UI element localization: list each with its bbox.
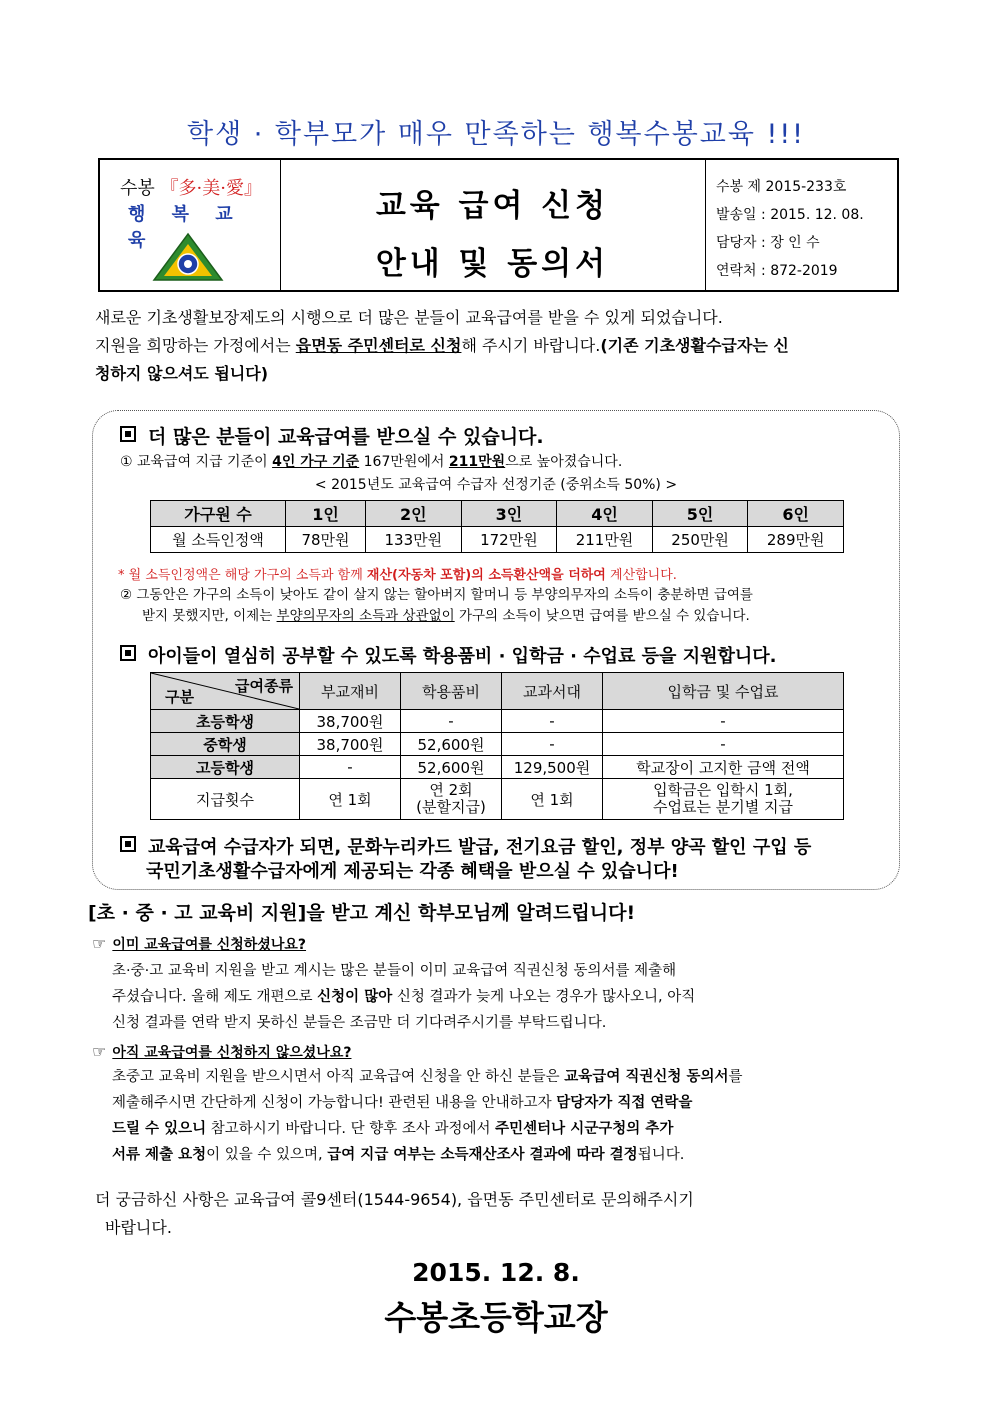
section3-benefits: 교육급여 수급자가 되면, 문화누리카드 발급, 전기요금 할인, 정부 양곡 할인 구입 등 국민기초생활수급자에게 제공되는 각종 혜택을 받으실 수 있습니다! — [120, 836, 900, 884]
signature-date: 2015. 12. 8. — [412, 1258, 580, 1287]
section1-point1: ① 교육급여 지급 기준이 4인 가구 기준 167만원에서 211만원으로 높아졌습니다. — [120, 454, 623, 470]
table-cell: 부교재비 — [300, 673, 401, 710]
table-cell: 52,600원 — [401, 733, 502, 756]
income-criteria-table — [150, 500, 844, 553]
contact-number: 연락처 : 872-2019 — [716, 263, 838, 279]
person-in-charge: 담당자 : 장 인 수 — [716, 235, 820, 251]
table-cell: 129,500원 — [502, 756, 603, 779]
table-cell: 학용품비 — [401, 673, 502, 710]
table-cell: 연 2회 (분할지급) — [401, 779, 502, 820]
table-cell: 78만원 — [286, 527, 366, 553]
table-cell: 입학금은 입학시 1회, 수업료는 분기별 지급 — [603, 779, 844, 820]
doc-number: 수봉 제 2015-233호 — [716, 179, 847, 195]
income-table-caption: < 2015년도 교육급여 수급자 선정기준 (중위소득 50%) > — [314, 477, 678, 493]
doc-meta-block — [705, 160, 898, 290]
notice2-body: 초중고 교육비 지원을 받으시면서 아직 교육급여 신청을 안 하신 분들은 교육급여 직권신청 동의서를 제출해주시면 간단하게 신청이 가능합니다! 관련된 내용을 안내하고자 담당자가 직접 연락을 드릴 수 있으니 참고하시기 바랍니다. 단 향후 조사 과정에서 주민센터나 시군구청의 추가 서류 제출 요청이 있을 수 있으며, 급여 지급 여부는 소득재산조사 결과에 따라 결정됩니다. — [112, 1069, 743, 1163]
notice2-heading: ☞ 아직 교육급여를 신청하지 않으셨나요? — [92, 1042, 352, 1061]
table-header-row — [151, 673, 844, 710]
logo-school-name: 수봉 — [120, 178, 155, 199]
table-cell: 교과서대 — [502, 673, 603, 710]
section1-point2: ② 그동안은 가구의 소득이 낮아도 같이 살지 않는 할아버지 할머니 등 부양의무자의 소득이 충분하면 급여를 받지 못했지만, 이제는 부양의무자의 소득과 상관없이 가구의 소득이 낮으면 급여를 받으실 수 있습니다. — [120, 587, 753, 624]
intro-paragraph — [95, 304, 900, 388]
doc-title-line1: 교육 급여 신청 — [375, 188, 610, 224]
table-cell: 연 1회 — [502, 779, 603, 820]
table-cell: - — [401, 710, 502, 733]
table-cell: - — [502, 733, 603, 756]
square-bullet-icon — [120, 426, 136, 442]
table-cell: 초등학생 — [151, 710, 300, 733]
table-cell: 중학생 — [151, 733, 300, 756]
table-cell: 3인 — [461, 501, 557, 527]
intro-line1: 새로운 기초생활보장제도의 시행으로 더 많은 분들이 교육급여를 받을 수 있게 되었습니다. — [95, 308, 723, 327]
pointing-hand-icon: ☞ — [92, 1042, 107, 1061]
table-cell: - — [300, 756, 401, 779]
table-cell: 5인 — [652, 501, 748, 527]
table-cell: 학교장이 고지한 금액 전액 — [603, 756, 844, 779]
document-header — [98, 158, 899, 292]
closing-paragraph: 더 궁금하신 사항은 교육급여 콜9센터(1544-9654), 읍면동 주민센터로 문의해주시기 바랍니다. — [95, 1190, 694, 1237]
send-date: 발송일 : 2015. 12. 08. — [716, 207, 864, 223]
school-emblem-icon — [152, 232, 224, 282]
signature-principal: 수봉초등학교장 — [384, 1298, 608, 1337]
table-corner-cell: 급여종류 구분 — [151, 673, 300, 710]
table-cell: 52,600원 — [401, 756, 502, 779]
table-cell: 250만원 — [652, 527, 748, 553]
table-cell: - — [603, 733, 844, 756]
logo-motto-chars: 『多·美·愛』 — [160, 178, 262, 199]
table-cell: 입학금 및 수업료 — [603, 673, 844, 710]
school-logo-block — [100, 160, 281, 290]
page-banner: 학생 · 학부모가 매우 만족하는 행복수봉교육 !!! — [186, 119, 806, 150]
table-cell: 가구원 수 — [151, 501, 286, 527]
square-bullet-icon — [120, 836, 136, 852]
logo-motto — [120, 174, 262, 200]
table-cell: - — [502, 710, 603, 733]
table-cell: 172만원 — [461, 527, 557, 553]
table-row — [151, 733, 844, 756]
notice-title: [초 · 중 · 고 교육비 지원]을 받고 계신 학부모님께 알려드립니다! — [88, 902, 636, 924]
table-header-row — [151, 501, 844, 527]
table-cell: 38,700원 — [300, 710, 401, 733]
table-cell: 38,700원 — [300, 733, 401, 756]
pointing-hand-icon: ☞ — [92, 934, 107, 953]
square-bullet-icon — [120, 645, 136, 661]
intro-line2: 지원을 희망하는 가정에서는 읍면동 주민센터로 신청해 주시기 바랍니다.(기존 기초생활수급자는 신 — [95, 336, 789, 355]
table-cell: 289만원 — [748, 527, 844, 553]
support-items-table — [150, 672, 844, 820]
doc-title-line2: 안내 및 동의서 — [375, 246, 610, 282]
table-cell: 월 소득인정액 — [151, 527, 286, 553]
table-cell: 지급횟수 — [151, 779, 300, 820]
section1-heading: 더 많은 분들이 교육급여를 받으실 수 있습니다. — [120, 422, 544, 449]
table-cell: 4인 — [557, 501, 653, 527]
table-row — [151, 779, 844, 820]
table-row — [151, 710, 844, 733]
table-cell: 6인 — [748, 501, 844, 527]
section2-heading: 아이들이 열심히 공부할 수 있도록 학용품비 · 입학금 · 수업료 등을 지원합니다. — [120, 642, 776, 668]
notice1-body: 초·중·고 교육비 지원을 받고 계시는 많은 분들이 이미 교육급여 직권신청 동의서를 제출해 주셨습니다. 올해 제도 개편으로 신청이 많아 신청 결과가 늦게 나오는 경우가 많사오니, 아직 신청 결과를 연락 받지 못하신 분들은 조금만 더 기다려주시기를 부탁드립니다. — [112, 963, 696, 1031]
table-cell: 연 1회 — [300, 779, 401, 820]
table-cell: 1인 — [286, 501, 366, 527]
table-row — [151, 527, 844, 553]
income-footnote: * 월 소득인정액은 해당 가구의 소득과 함께 재산(자동차 포함)의 소득환산액을 더하여 계산합니다. — [118, 568, 677, 583]
table-cell: 2인 — [366, 501, 462, 527]
table-row — [151, 756, 844, 779]
logo-slogan: 행 복 교 육 — [128, 204, 243, 251]
table-cell: 133만원 — [366, 527, 462, 553]
table-cell: 211만원 — [557, 527, 653, 553]
notice1-heading: ☞ 이미 교육급여를 신청하셨나요? — [92, 934, 307, 953]
table-cell: - — [603, 710, 844, 733]
table-cell: 고등학생 — [151, 756, 300, 779]
intro-line3: 청하지 않으셔도 됩니다) — [95, 364, 269, 383]
